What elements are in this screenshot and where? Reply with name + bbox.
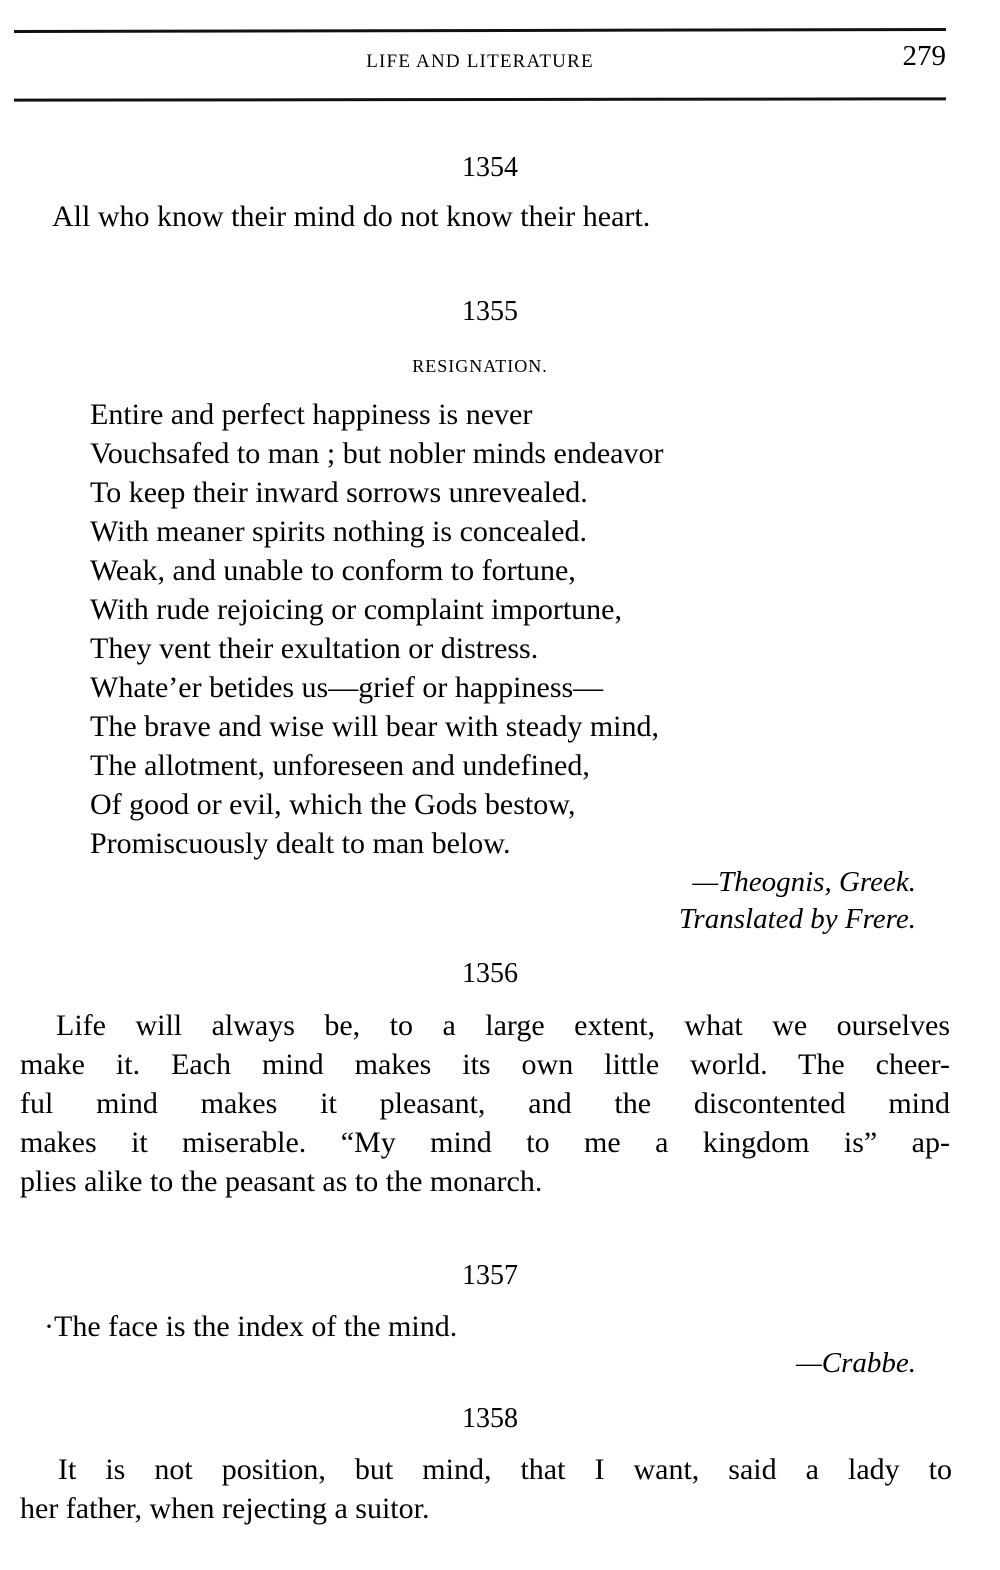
poem-line: They vent their exultation or distress.: [90, 632, 539, 665]
poem-line: Vouchsafed to man ; but nobler minds endeavor: [90, 437, 664, 470]
paragraph-line: make it. Each mind makes its own little world. The cheer-: [20, 1048, 950, 1081]
poem-line: With rude rejoicing or complaint importune,: [90, 593, 622, 626]
poem-line: Weak, and unable to conform to fortune,: [90, 554, 576, 587]
paragraph-line: Life will always be, to a large extent, what we ourselves: [56, 1009, 950, 1042]
entry-number: 1354: [462, 152, 518, 183]
header-rule-top: [14, 28, 946, 33]
poem-line: The allotment, unforeseen and undefined,: [90, 749, 590, 782]
entry-number: 1358: [462, 1403, 518, 1434]
poem-line: Of good or evil, which the Gods bestow,: [90, 788, 576, 821]
poem-line: The brave and wise will bear with steady mind,: [90, 710, 660, 743]
poem-line: Whate’er betides us—grief or happiness—: [90, 671, 604, 704]
poem-line: With meaner spirits nothing is concealed.: [90, 515, 587, 548]
entry-number: 1355: [462, 296, 518, 327]
poem-line: To keep their inward sorrows unrevealed.: [90, 476, 588, 509]
paragraph-line: her father, when rejecting a suitor.: [20, 1492, 430, 1525]
paragraph-line: makes it miserable. “My mind to me a kingdom is” ap-: [20, 1126, 950, 1159]
poem-line: Promiscuously dealt to man below.: [90, 827, 511, 860]
page-number: 279: [902, 40, 946, 72]
attribution: —Crabbe.: [795, 1347, 916, 1379]
entry-number: 1357: [462, 1260, 518, 1291]
paragraph-line: plies alike to the peasant as to the monarch.: [20, 1165, 543, 1198]
translation-credit: Translated by Frere.: [678, 903, 916, 935]
header-rule-bottom: [14, 97, 946, 101]
running-title: LIFE AND LITERATURE: [366, 51, 594, 72]
paragraph-line: It is not position, but mind, that I want, said a lady to: [58, 1453, 952, 1486]
entry-number: 1356: [462, 958, 518, 989]
attribution: —Theognis, Greek.: [692, 866, 916, 898]
poem-line: Entire and perfect happiness is never: [90, 398, 533, 431]
entry-text: ·The face is the index of the mind.: [44, 1310, 458, 1343]
paragraph-line: ful mind makes it pleasant, and the discontented mind: [20, 1087, 950, 1120]
entry-text: All who know their mind do not know their heart.: [52, 200, 651, 233]
poem-title: RESIGNATION.: [412, 356, 548, 376]
